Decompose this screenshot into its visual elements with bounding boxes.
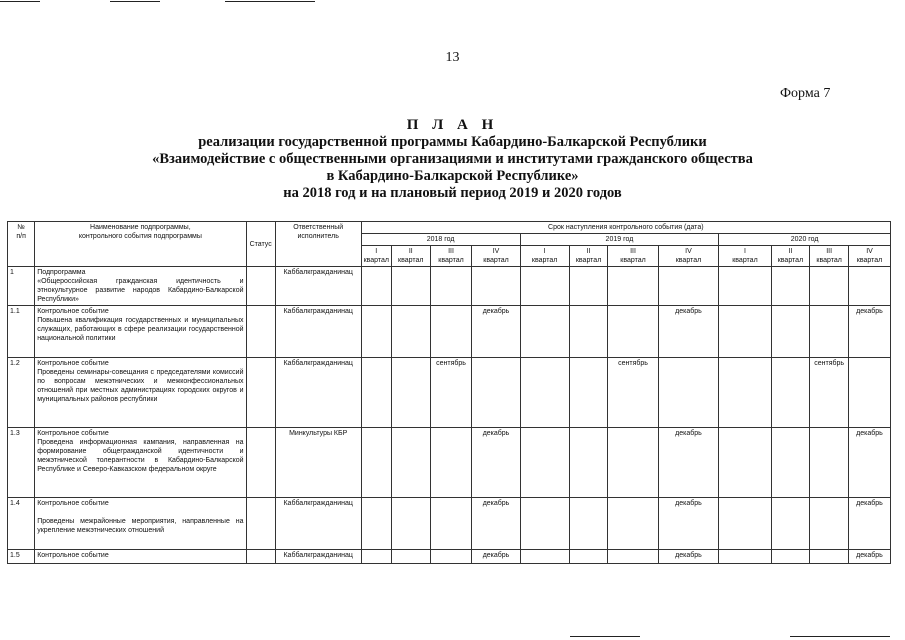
row-deadline-cell	[391, 498, 430, 550]
plan-table	[7, 221, 891, 564]
title-line: в Кабардино-Балкарской Республике»	[326, 168, 579, 184]
row-deadline-cell: декабрь	[472, 550, 520, 564]
row-num: 1.5	[8, 550, 35, 564]
row-deadline-cell	[810, 498, 849, 550]
row-num: 1.1	[8, 306, 35, 358]
scan-mark-top-mid	[110, 1, 160, 2]
row-deadline-cell: декабрь	[472, 498, 520, 550]
row-num: 1.2	[8, 358, 35, 428]
header-quarter: II квартал	[771, 246, 810, 267]
row-executor: Минкультуры КБР	[275, 428, 361, 498]
header-status: Статус	[246, 222, 275, 267]
table-row	[8, 498, 891, 550]
row-num: 1	[8, 267, 35, 306]
row-deadline-cell: декабрь	[849, 428, 891, 498]
row-deadline-cell	[569, 498, 608, 550]
scan-mark-top-left	[0, 1, 40, 2]
row-deadline-cell	[771, 358, 810, 428]
row-status	[246, 358, 275, 428]
row-deadline-cell: декабрь	[849, 550, 891, 564]
header-quarter: IV квартал	[849, 246, 891, 267]
title-line: на 2018 год и на плановый период 2019 и 2020 годов	[283, 185, 622, 201]
header-quarter: I квартал	[520, 246, 569, 267]
header-quarter: IV квартал	[658, 246, 719, 267]
row-deadline-cell: сентябрь	[430, 358, 472, 428]
row-deadline-cell	[430, 267, 472, 306]
row-deadline-cell	[361, 428, 391, 498]
row-deadline-cell	[849, 267, 891, 306]
row-deadline-cell: декабрь	[658, 428, 719, 498]
row-deadline-cell	[391, 267, 430, 306]
row-deadline-cell	[608, 550, 658, 564]
scan-mark-bottom-right	[790, 636, 890, 637]
row-deadline-cell	[520, 550, 569, 564]
row-deadline-cell	[520, 306, 569, 358]
row-deadline-cell	[520, 358, 569, 428]
page-number: 13	[445, 50, 460, 65]
row-deadline-cell	[608, 428, 658, 498]
row-deadline-cell	[569, 550, 608, 564]
row-deadline-cell	[430, 550, 472, 564]
row-deadline-cell	[361, 267, 391, 306]
header-name: Наименование подпрограммы, контрольного события подпрограммы	[35, 222, 246, 267]
row-executor: Каббалкгражданинац	[275, 267, 361, 306]
row-status	[246, 306, 275, 358]
row-name: Контрольное событие Проведены семинары-совещания с председателями комиссий по вопросам межэтнических и межконфессиональных отношений при местных администрациях городских округов и муниципальных районов республики	[35, 358, 246, 428]
title-line: П Л А Н	[406, 117, 499, 133]
row-deadline-cell	[472, 358, 520, 428]
row-deadline-cell	[658, 267, 719, 306]
row-deadline-cell	[569, 267, 608, 306]
header-deadline: Срок наступления контрольного события (дата)	[361, 222, 890, 234]
row-deadline-cell	[771, 306, 810, 358]
scan-mark-top-mid2	[225, 1, 315, 2]
row-deadline-cell	[810, 428, 849, 498]
row-status	[246, 267, 275, 306]
row-deadline-cell	[810, 306, 849, 358]
table-row	[8, 267, 891, 306]
row-num: 1.4	[8, 498, 35, 550]
row-executor: Каббалкгражданинац	[275, 550, 361, 564]
row-deadline-cell: сентябрь	[810, 358, 849, 428]
row-deadline-cell	[430, 306, 472, 358]
header-quarter: I квартал	[361, 246, 391, 267]
row-deadline-cell	[430, 428, 472, 498]
row-deadline-cell	[658, 358, 719, 428]
title-line: реализации государственной программы Кабардино-Балкарской Республики	[198, 134, 707, 150]
table-row	[8, 306, 891, 358]
row-deadline-cell	[430, 498, 472, 550]
row-status	[246, 498, 275, 550]
row-deadline-cell: сентябрь	[608, 358, 658, 428]
table-row	[8, 358, 891, 428]
row-executor: Каббалкгражданинац	[275, 306, 361, 358]
row-deadline-cell	[361, 358, 391, 428]
scan-mark-bottom	[570, 636, 640, 637]
row-deadline-cell: декабрь	[658, 306, 719, 358]
row-num: 1.3	[8, 428, 35, 498]
row-deadline-cell	[520, 498, 569, 550]
header-quarter: IV квартал	[472, 246, 520, 267]
row-deadline-cell	[771, 498, 810, 550]
row-deadline-cell	[569, 428, 608, 498]
row-deadline-cell: декабрь	[658, 550, 719, 564]
row-name: Контрольное событие	[35, 550, 246, 564]
row-deadline-cell	[719, 428, 771, 498]
row-deadline-cell	[810, 550, 849, 564]
header-quarter: II квартал	[391, 246, 430, 267]
table-row	[8, 428, 891, 498]
row-deadline-cell	[719, 358, 771, 428]
header-quarter: III квартал	[810, 246, 849, 267]
row-deadline-cell	[810, 267, 849, 306]
row-deadline-cell	[849, 358, 891, 428]
row-deadline-cell: декабрь	[849, 306, 891, 358]
row-executor: Каббалкгражданинац	[275, 358, 361, 428]
row-name: Контрольное событие Проведена информационная кампания, направленная на формирование общегражданской идентичности и межэтнической толерантности в Кабардино-Балкарской Республике и Северо-Кавказском федеральном округе	[35, 428, 246, 498]
row-status	[246, 550, 275, 564]
row-deadline-cell	[771, 267, 810, 306]
header-quarter: III квартал	[608, 246, 658, 267]
header-quarter: III квартал	[430, 246, 472, 267]
table-row	[8, 550, 891, 564]
row-deadline-cell	[361, 498, 391, 550]
row-deadline-cell	[719, 267, 771, 306]
row-deadline-cell	[391, 306, 430, 358]
row-status	[246, 428, 275, 498]
row-deadline-cell	[771, 428, 810, 498]
row-name: Подпрограмма «Общероссийская гражданская идентичность и этнокультурное развитие народов Кабардино-Балкарской Республики»	[35, 267, 246, 306]
form-label: Форма 7	[780, 86, 831, 101]
document-title	[0, 117, 905, 202]
row-deadline-cell	[569, 358, 608, 428]
header-quarter: I квартал	[719, 246, 771, 267]
row-deadline-cell	[391, 428, 430, 498]
row-deadline-cell	[608, 306, 658, 358]
row-deadline-cell	[520, 428, 569, 498]
row-deadline-cell	[569, 306, 608, 358]
row-deadline-cell	[520, 267, 569, 306]
header-quarter: II квартал	[569, 246, 608, 267]
row-deadline-cell	[719, 550, 771, 564]
row-deadline-cell	[361, 306, 391, 358]
row-deadline-cell	[608, 498, 658, 550]
row-deadline-cell	[719, 306, 771, 358]
row-deadline-cell	[361, 550, 391, 564]
row-deadline-cell	[719, 498, 771, 550]
row-name: Контрольное событие Проведены межрайонные мероприятия, направленные на укрепление межэтнических отношений	[35, 498, 246, 550]
header-year-2020: 2020 год	[719, 234, 891, 246]
row-deadline-cell	[472, 267, 520, 306]
row-deadline-cell: декабрь	[658, 498, 719, 550]
row-deadline-cell	[771, 550, 810, 564]
header-num: № п/п	[8, 222, 35, 267]
row-name: Контрольное событие Повышена квалификация государственных и муниципальных служащих, работающих в сфере реализации государственной национальной политики	[35, 306, 246, 358]
row-deadline-cell	[391, 550, 430, 564]
row-deadline-cell	[608, 267, 658, 306]
row-deadline-cell: декабрь	[849, 498, 891, 550]
header-executor: Ответственный исполнитель	[275, 222, 361, 267]
header-year-2019: 2019 год	[520, 234, 719, 246]
title-line: «Взаимодействие с общественными организациями и институтами гражданского общества	[152, 151, 753, 167]
row-deadline-cell: декабрь	[472, 306, 520, 358]
header-year-2018: 2018 год	[361, 234, 520, 246]
row-deadline-cell	[391, 358, 430, 428]
row-deadline-cell: декабрь	[472, 428, 520, 498]
row-executor: Каббалкгражданинац	[275, 498, 361, 550]
